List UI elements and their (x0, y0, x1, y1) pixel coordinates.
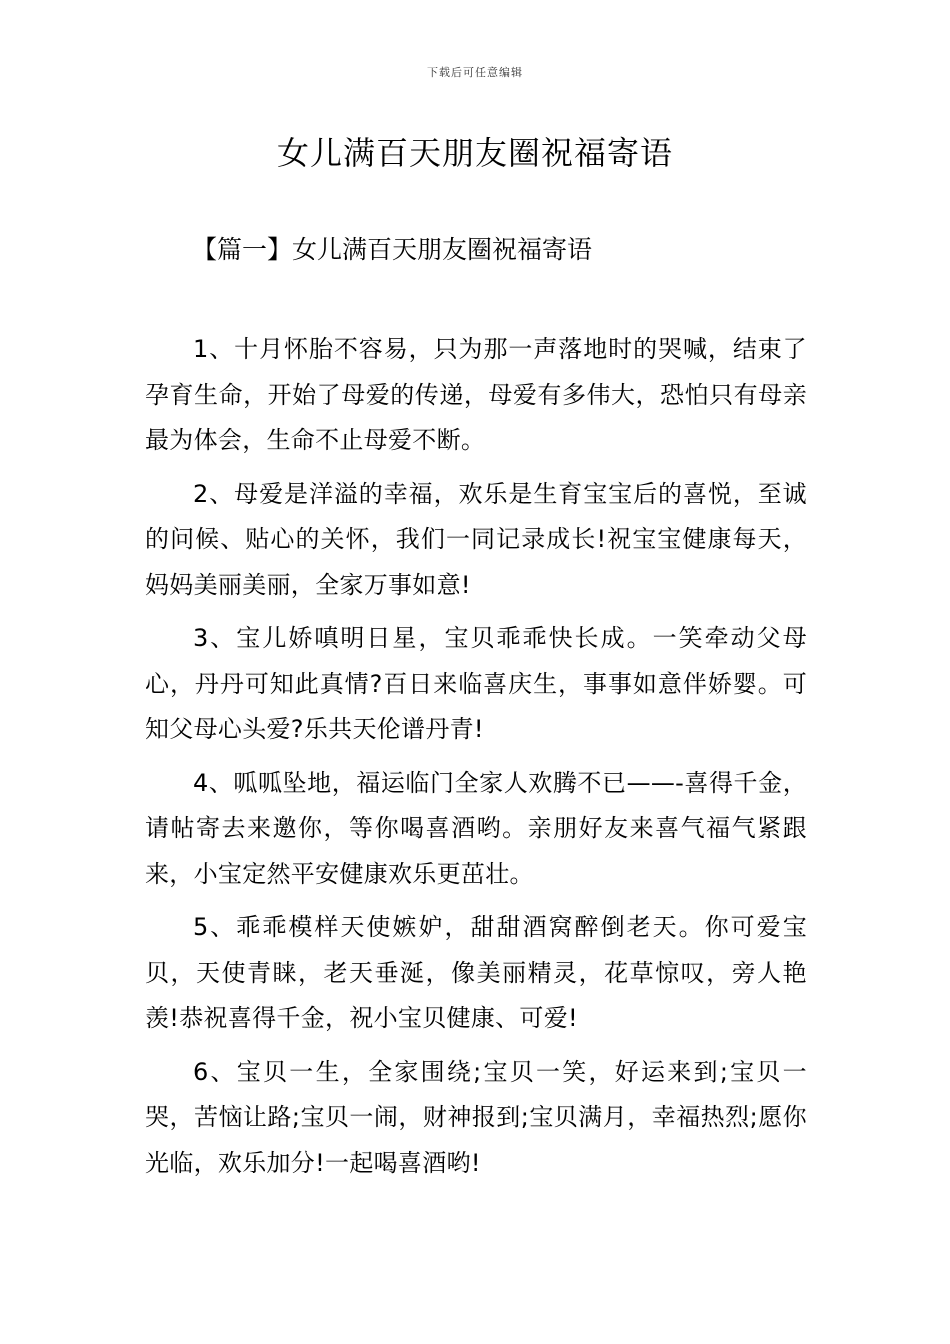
document-body (145, 327, 807, 1186)
paragraph-5: 5、乖乖模样天使嫉妒，甜甜酒窝醉倒老天。你可爱宝贝，天使青睐，老天垂涎，像美丽精灵，花草惊叹，旁人艳羡!恭祝喜得千金，祝小宝贝健康、可爱! (145, 913, 807, 1032)
document-title: 女儿满百天朋友圈祝福寄语 (276, 134, 673, 172)
paragraph-3: 3、宝儿娇嗔明日星，宝贝乖乖快长成。一笑牵动父母心，丹丹可知此真情?百日来临喜庆生，事事如意伴娇婴。可知父母心头爱?乐共天伦谱丹青! (145, 624, 807, 743)
section-heading: 【篇一】女儿满百天朋友圈祝福寄语 (192, 235, 593, 264)
paragraph-4: 4、呱呱坠地，福运临门全家人欢腾不已——-喜得千金，请帖寄去来邀你，等你喝喜酒哟。亲朋好友来喜气福气紧跟来，小宝定然平安健康欢乐更茁壮。 (145, 768, 807, 888)
paragraph-1: 1、十月怀胎不容易，只为那一声落地时的哭喊，结束了孕育生命，开始了母爱的传递，母爱有多伟大，恐怕只有母亲最为体会，生命不止母爱不断。 (145, 335, 807, 454)
paragraph-6: 6、宝贝一生，全家围绕;宝贝一笑，好运来到;宝贝一哭，苦恼让路;宝贝一闹，财神报到;宝贝满月，幸福热烈;愿你光临，欢乐加分!一起喝喜酒哟! (145, 1057, 807, 1177)
paragraph-2: 2、母爱是洋溢的幸福，欢乐是生育宝宝后的喜悦，至诚的问候、贴心的关怀，我们一同记录成长!祝宝宝健康每天，妈妈美丽美丽，全家万事如意! (145, 479, 807, 599)
header-note: 下载后可任意编辑 (427, 66, 523, 79)
